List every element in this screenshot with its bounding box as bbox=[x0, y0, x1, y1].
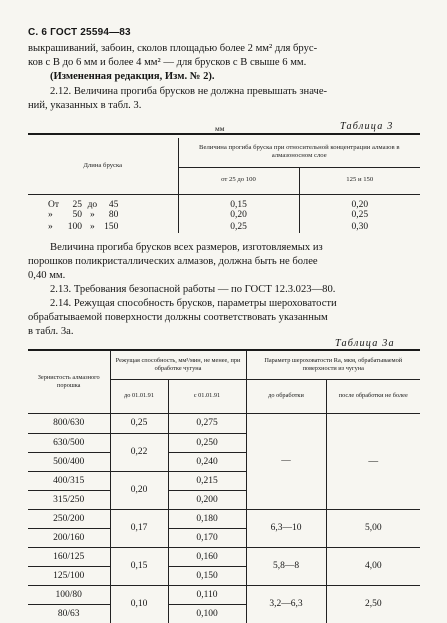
grain-cell: 500/400 bbox=[28, 452, 110, 471]
rough-before-cell: 6,3—10 bbox=[246, 509, 326, 547]
cut-old-cell: 0,20 bbox=[110, 471, 168, 509]
table3-cell: 0,20 bbox=[351, 199, 369, 210]
cut-new-cell: 0,100 bbox=[168, 604, 246, 623]
grain-cell: 125/100 bbox=[28, 566, 110, 585]
text-line: 0,40 мм. bbox=[28, 270, 66, 281]
cut-old-cell: 0,15 bbox=[110, 547, 168, 585]
table3a-header-roughness: Параметр шероховатости Ra, мкм, обрабатываемой поверхности из чугуна bbox=[246, 351, 420, 379]
text-line: ний, указанных в табл. 3. bbox=[28, 100, 142, 111]
cut-old-cell: 0,25 bbox=[110, 413, 168, 433]
text-line: порошков поликристаллических алмазов, должна быть не более bbox=[28, 256, 318, 267]
table3-row-length: » 50 » 80 bbox=[28, 210, 178, 221]
cut-new-cell: 0,215 bbox=[168, 471, 246, 490]
cut-old-cell: 0,17 bbox=[110, 509, 168, 547]
text-line: ков с B до 6 мм и более 4 мм² — для брусков с B свыше 6 мм. bbox=[28, 57, 307, 68]
cut-new-cell: 0,180 bbox=[168, 509, 246, 528]
cut-new-cell: 0,110 bbox=[168, 585, 246, 604]
grain-cell: 160/125 bbox=[28, 547, 110, 566]
cut-new-cell: 0,250 bbox=[168, 433, 246, 452]
table3a-subheader: до обработки bbox=[246, 379, 326, 413]
text-line: 2.14. Режущая способность брусков, параметры шероховатости bbox=[50, 298, 337, 309]
text-line: выкрашиваний, забоин, сколов площадью более 2 мм² для брус- bbox=[28, 43, 318, 54]
cut-new-cell: 0,200 bbox=[168, 490, 246, 509]
paragraph-defects bbox=[28, 42, 420, 84]
table3-cell: 0,25 bbox=[351, 210, 369, 220]
text-line: в табл. 3а. bbox=[28, 326, 74, 337]
table-3a bbox=[28, 351, 420, 623]
paragraph-2-13-2-14 bbox=[28, 283, 420, 339]
table3-caption: Таблица 3 bbox=[340, 121, 394, 132]
text-line: 2.12. Величина прогиба брусков не должна превышать значе- bbox=[50, 86, 328, 97]
grain-cell: 630/500 bbox=[28, 433, 110, 452]
rough-after-cell: — bbox=[326, 413, 420, 509]
table3-header-deflection: Величина прогиба бруска при относительной концентрации алмазов в алмазоносном слое bbox=[178, 138, 420, 167]
rough-after-cell: 4,00 bbox=[326, 547, 420, 585]
grain-cell: 250/200 bbox=[28, 509, 110, 528]
cut-new-cell: 0,275 bbox=[168, 413, 246, 433]
table3a-subheader: до 01.01.91 bbox=[110, 379, 168, 413]
cut-new-cell: 0,240 bbox=[168, 452, 246, 471]
table3-unit: мм bbox=[215, 124, 225, 133]
paragraph-2-12 bbox=[28, 85, 420, 113]
cut-new-cell: 0,170 bbox=[168, 528, 246, 547]
paragraph-polycrystal bbox=[28, 241, 420, 283]
table-3 bbox=[28, 138, 420, 233]
table3-subheader-a: от 25 до 100 bbox=[178, 167, 299, 194]
grain-cell: 100/80 bbox=[28, 585, 110, 604]
table3-cell: 0,15 bbox=[178, 194, 299, 210]
table3a-caption: Таблица 3а bbox=[335, 338, 395, 349]
table3-cell: 0,30 bbox=[351, 221, 369, 232]
table3-row-length: От 25 до 45 bbox=[28, 194, 178, 210]
table3a-header-cutting: Режущая способность, мм³/мин, не менее, при обработке чугуна bbox=[110, 351, 246, 379]
grain-cell: 80/63 bbox=[28, 604, 110, 623]
page-header: С. 6 ГОСТ 25594—83 bbox=[28, 27, 131, 38]
table3-cell: 0,25 bbox=[178, 221, 299, 233]
grain-cell: 400/315 bbox=[28, 471, 110, 490]
text-line: обрабатываемой поверхности должны соответствовать указанным bbox=[28, 312, 328, 323]
rough-after-cell: 5,00 bbox=[326, 509, 420, 547]
table3-header-length: Длина бруска bbox=[28, 138, 178, 194]
table3-row-length: » 100 » 150 bbox=[28, 221, 178, 233]
table3a-header-grain: Зернистость алмазного порошка bbox=[28, 351, 110, 413]
table3-top-rule bbox=[28, 133, 420, 135]
cut-new-cell: 0,150 bbox=[168, 566, 246, 585]
amendment-note: (Измененная редакция, Изм. № 2). bbox=[50, 71, 215, 82]
grain-cell: 315/250 bbox=[28, 490, 110, 509]
grain-cell: 200/160 bbox=[28, 528, 110, 547]
rough-before-cell: 5,8—8 bbox=[246, 547, 326, 585]
cut-old-cell: 0,10 bbox=[110, 585, 168, 623]
rough-before-cell: — bbox=[246, 413, 326, 509]
text-line: Величина прогиба брусков всех размеров, изготовляемых из bbox=[50, 242, 323, 253]
text-line: 2.13. Требования безопасной работы — по ГОСТ 12.3.023—80. bbox=[50, 284, 336, 295]
cut-old-cell: 0,22 bbox=[110, 433, 168, 471]
grain-cell: 800/630 bbox=[28, 413, 110, 433]
cut-new-cell: 0,160 bbox=[168, 547, 246, 566]
table3a-subheader: после обработки не более bbox=[326, 379, 420, 413]
rough-after-cell: 2,50 bbox=[364, 599, 382, 610]
rough-before-cell: 3,2—6,3 bbox=[246, 585, 326, 623]
table3-subheader-b: 125 и 150 bbox=[299, 167, 420, 194]
table3a-subheader: с 01.01.91 bbox=[168, 379, 246, 413]
table3-cell: 0,20 bbox=[178, 210, 299, 221]
